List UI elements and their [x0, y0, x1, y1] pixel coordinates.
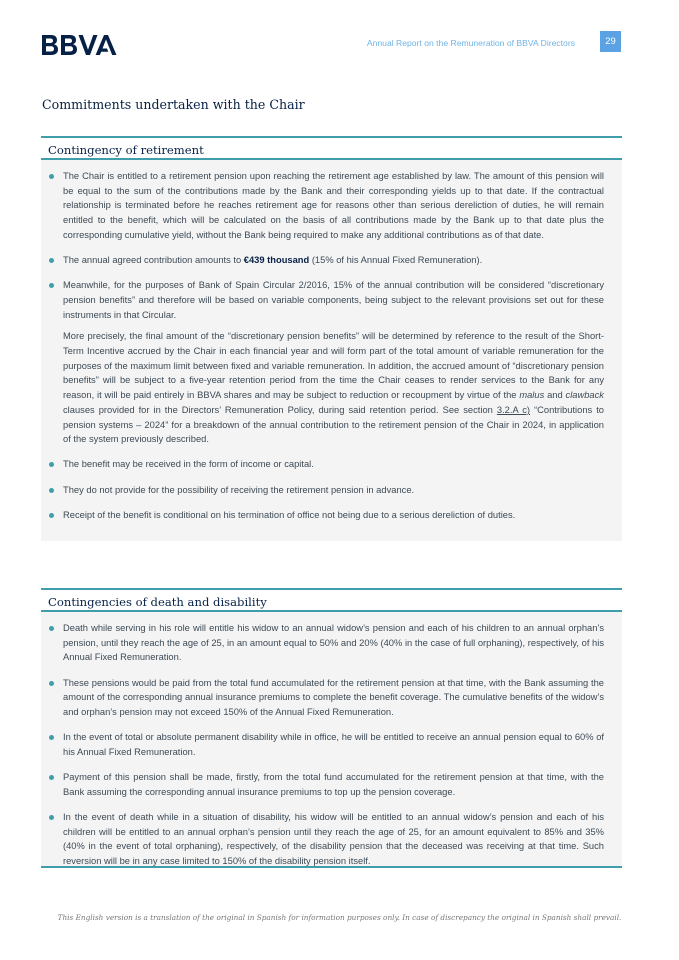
- list-item: Receipt of the benefit is conditional on his termination of office not being due to a serious dereliction of duties.: [63, 508, 604, 523]
- retirement-box: [41, 136, 622, 541]
- translation-disclaimer: This English version is a translation of the original in Spanish for information purposes only. In case of discrepancy the original in Spanish shall prevail.: [57, 913, 622, 922]
- italic-term: malus: [519, 390, 545, 401]
- section-title: Commitments undertaken with the Chair: [42, 97, 305, 112]
- death-disability-body: [41, 612, 622, 868]
- text-run: The annual agreed contribution amounts to: [63, 255, 244, 266]
- list-item-continuation: [63, 329, 604, 447]
- text-run: clauses provided for in the Directors’ Remuneration Policy, during said retention period. See section: [63, 404, 497, 415]
- report-title: Annual Report on the Remuneration of BBVA Directors: [366, 38, 575, 48]
- text-run: More precisely, the final amount of the “discretionary pension benefits” will be determined by reference to the result of the Short-Term Incentive accrued by the Chair in each financial year and will form part of the total amount of variable remuneration for the purposes of the maximum limit between fixed and variable remuneration. In addition, the accrued amount of “discretionary pension benefits” will be subject to a five-year retention period from the time the Chair ceases to render services to the Bank for any reason, it will be paid entirely in BBVA shares and may be subject to reduction or recoupment by virtue of the: [63, 331, 604, 401]
- list-item: Meanwhile, for the purposes of Bank of Spain Circular 2/2016, 15% of the annual contribution will be considered “discretionary pension benefits” and therefore will be based on variable components, being subject to the relevant provisions set out for these instruments in that Circular.: [63, 278, 604, 322]
- list-item: [63, 253, 604, 268]
- text-run: (15% of his Annual Fixed Remuneration).: [309, 255, 483, 266]
- list-item: The benefit may be received in the form of income or capital.: [63, 457, 604, 472]
- death-disability-title: Contingencies of death and disability: [41, 588, 622, 612]
- retirement-body: [41, 160, 622, 541]
- page-number: 29: [600, 31, 621, 52]
- list-item: In the event of death while in a situation of disability, his widow will be entitled to an annual widow’s pension and each of his children will be entitled to an annual orphan’s pension until they reach the age of 25, for an amount equivalent to 85% and 35% (40% in the event of total orphaning), respectively, of the disability pension that the deceased was receiving at that time. Such reversion will be in any case limited to 150% of the disability pension itself.: [63, 810, 604, 869]
- text-run: “Contributions to pension systems – 2024” for a breakdown of the annual contribution to the retirement pension of the Chair in 2024, in application of the system previously described.: [63, 404, 604, 445]
- retirement-title: Contingency of retirement: [41, 136, 622, 160]
- list-item: They do not provide for the possibility of receiving the retirement pension in advance.: [63, 483, 604, 498]
- bbva-logo: [41, 33, 119, 57]
- text-run: and: [544, 390, 566, 401]
- list-item: The Chair is entitled to a retirement pension upon reaching the retirement age established by law. The amount of this pension will be equal to the sum of the contributions made by the Bank and their corresponding yields up to that date. If the contractual relationship is terminated before he reaches retirement age for reasons other than serious dereliction of duties, he will remain entitled to the benefit, which will be calculated on the basis of all contributions made by the Bank up to that date plus the corresponding cumulative yield, without the Bank being required to make any additional contributions as of that date.: [63, 169, 604, 243]
- list-item: Death while serving in his role will entitle his widow to an annual widow’s pension and each of his children to an annual orphan’s pension, until they reach the age of 25, in an amount equal to 50% and 20% (40% in the case of full orphaning), respectively, of his Annual Fixed Remuneration.: [63, 621, 604, 665]
- contribution-amount: €439 thousand: [243, 255, 310, 266]
- section-link[interactable]: 3.2.A c): [496, 404, 530, 415]
- bbva-logo-mark: [41, 33, 119, 57]
- italic-term: clawback: [565, 390, 604, 401]
- list-item: In the event of total or absolute permanent disability while in office, he will be entitled to receive an annual pension equal to 60% of his Annual Fixed Remuneration.: [63, 730, 604, 759]
- list-item: Payment of this pension shall be made, firstly, from the total fund accumulated for the retirement pension at that time, with the Bank assuming the corresponding annual insurance premiums to top up the pension coverage.: [63, 770, 604, 799]
- list-item: These pensions would be paid from the total fund accumulated for the retirement pension at that time, with the Bank assuming the amount of the corresponding annual insurance premiums to complete the benefit coverage. The cumulative benefits of the widow’s and orphan’s pension may not exceed 150% of the Annual Fixed Remuneration.: [63, 676, 604, 720]
- death-disability-box: [41, 588, 622, 868]
